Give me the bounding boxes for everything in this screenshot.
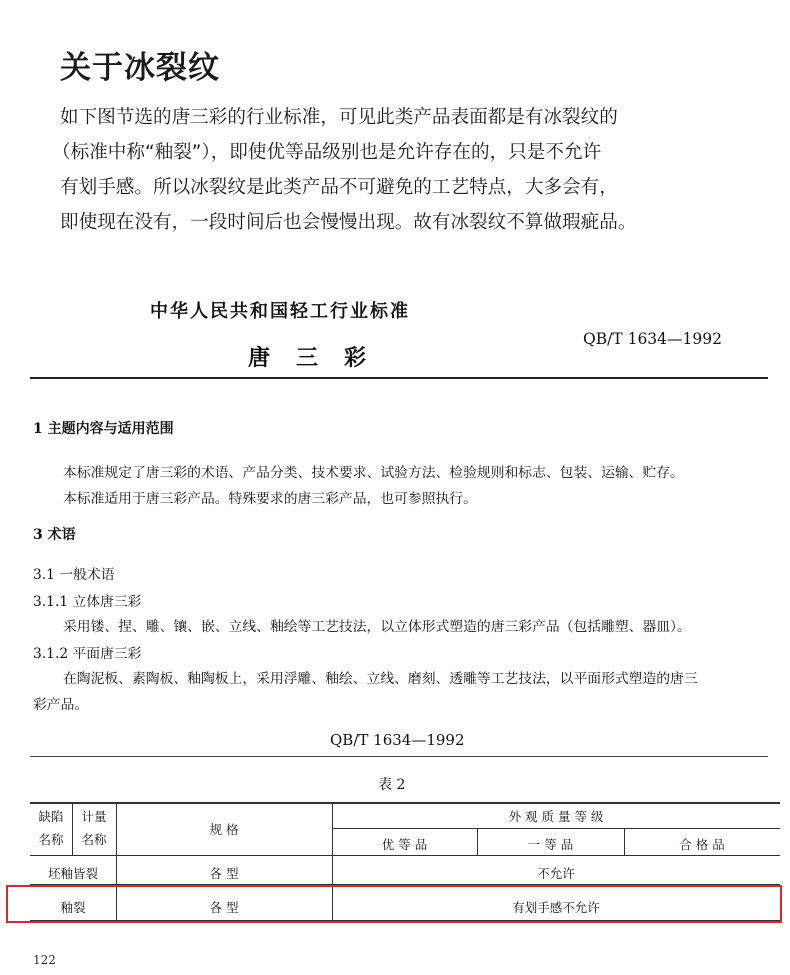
- page-header-code: QB/T 1634—1992: [330, 731, 465, 749]
- header-defect: 名称: [38, 832, 64, 847]
- table-title: 表 2: [378, 777, 406, 793]
- intro-line: 如下图节选的唐三彩的行业标准，可见此类产品表面都是有冰裂纹的: [60, 107, 618, 128]
- table-line: [30, 855, 780, 856]
- intro-line: （标准中称“釉裂”），即使优等品级别也是允许存在的，只是不允许: [52, 142, 602, 163]
- term-3-1: 3.1 一般术语: [33, 567, 115, 583]
- section-1-line: 本标准适用于唐三彩产品。特殊要求的唐三彩产品，也可参照执行。: [63, 491, 477, 507]
- header-spec: 规 格: [209, 822, 239, 837]
- section-1-line: 本标准规定了唐三彩的术语、产品分类、技术要求、试验方法、检验规则和标志、包装、运输、贮存。: [63, 465, 684, 481]
- header-rule: [30, 377, 768, 379]
- header-grade: 外 观 质 量 等 级: [508, 809, 604, 824]
- article-heading: 关于冰裂纹: [60, 50, 220, 86]
- header-grade-2: 一 等 品: [527, 837, 574, 852]
- header-unit: 名称: [81, 832, 107, 847]
- row-2-name: 釉裂: [60, 900, 86, 915]
- page-number: 122: [33, 953, 56, 967]
- table-border-top: [30, 802, 780, 804]
- row-1-spec: 各 型: [209, 866, 239, 881]
- row-1-value: 不允许: [537, 866, 575, 881]
- header-defect: 缺陷: [38, 809, 64, 824]
- section-1-title: 1 主题内容与适用范围: [33, 421, 174, 437]
- page-header-rule: [30, 756, 768, 757]
- term-3-1-2-text-cont: 彩产品。: [33, 697, 89, 713]
- intro-line: 即使现在没有，一段时间后也会慢慢出现。故有冰裂纹不算做瑕疵品。: [60, 212, 637, 233]
- intro-line: 有划手感。所以冰裂纹是此类产品不可避免的工艺特点，大多会有，: [60, 177, 618, 198]
- row-2-spec: 各 型: [209, 900, 239, 915]
- header-unit: 计量: [81, 809, 107, 824]
- header-grade-3: 合 格 品: [679, 837, 725, 852]
- term-3-1-1-text: 采用镂、捏、雕、镶、嵌、立线、釉绘等工艺技法，以立体形式塑造的唐三彩产品（包括雕塑、器皿）。: [63, 619, 691, 635]
- table-line: [332, 828, 780, 829]
- header-grade-1: 优 等 品: [381, 837, 428, 852]
- term-3-1-2: 3.1.2 平面唐三彩: [33, 646, 142, 662]
- standard-title: 唐三彩: [248, 345, 393, 371]
- highlight-box: [6, 885, 782, 923]
- row-2-value: 有划手感不允许: [512, 900, 600, 915]
- row-1-name: 坯釉皆裂: [47, 866, 98, 881]
- section-3-title: 3 术语: [33, 527, 76, 543]
- term-3-1-1: 3.1.1 立体唐三彩: [33, 594, 142, 610]
- standard-code: QB/T 1634—1992: [583, 330, 722, 348]
- term-3-1-2-text: 在陶泥板、素陶板、釉陶板上，采用浮雕、釉绘、立线、磨刻、透雕等工艺技法，以平面形式塑造的唐三: [63, 671, 698, 687]
- standard-org: 中华人民共和国轻工行业标准: [150, 301, 410, 322]
